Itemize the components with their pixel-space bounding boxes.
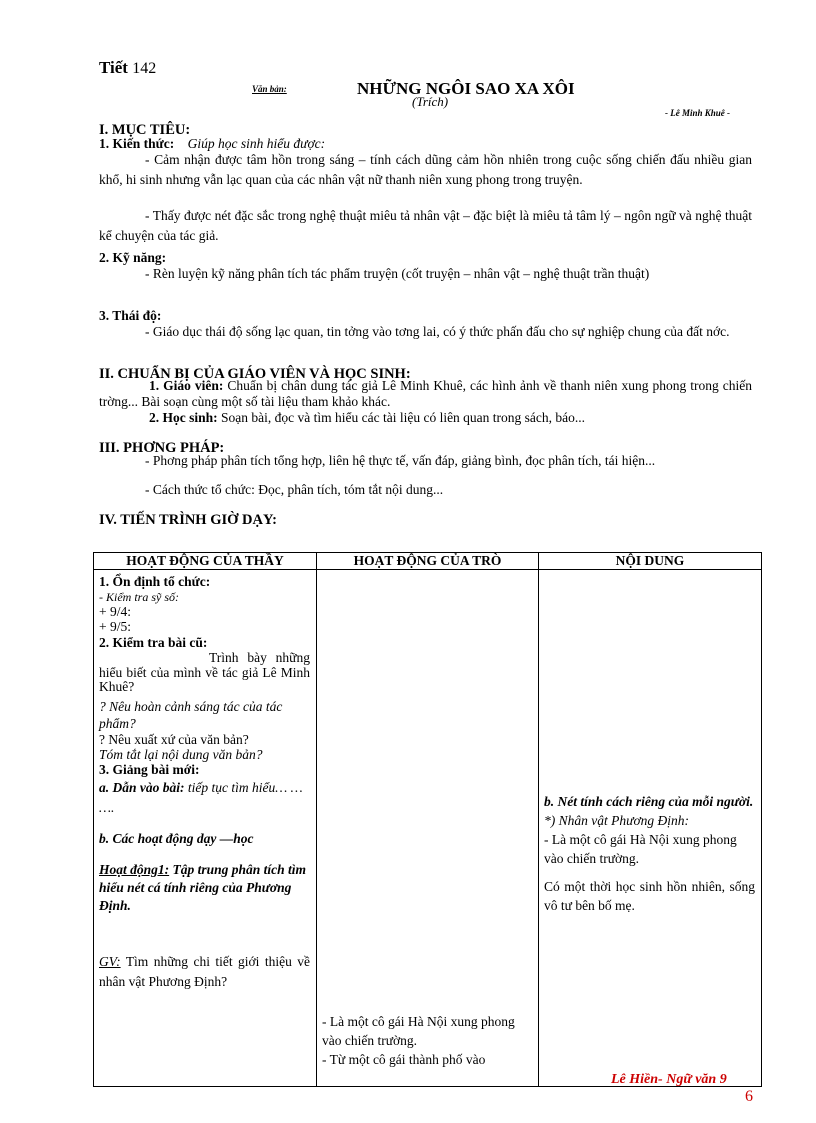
prep-teacher-paragraph xyxy=(99,378,752,410)
content-character: *) Nhân vật Phương Định: xyxy=(544,813,690,828)
header-content: NỘI DUNG xyxy=(539,553,762,570)
method-title: III. PHƠNG PHÁP: xyxy=(99,440,225,456)
review-question-3: ? Nêu xuất xứ của văn bản? xyxy=(99,731,249,747)
method-paragraph-2: - Cách thức tổ chức: Đọc, phân tích, tóm tắt nội dung... xyxy=(145,482,444,497)
lesson-label-text: Tiết xyxy=(99,58,128,77)
knowledge-label: 1. Kiến thức: xyxy=(99,136,175,151)
lesson-label xyxy=(99,58,156,78)
content-cell xyxy=(539,570,762,1087)
activity1-label: Hoạt động1: xyxy=(99,861,170,877)
student-answer-2: - Từ một cô gái thành phố vào xyxy=(322,1052,486,1067)
prep-teacher-text: Chuẩn bị chân dung tác giả Lê Minh Khuê, các hình ảnh về thanh niên xung phong trong chiến trờng... Bài soạn cùng một số tài liệu tham khảo khác. xyxy=(99,378,753,409)
content-point-2: Có một thời học sinh hồn nhiên, sống vô tư bên bố mẹ. xyxy=(544,879,755,913)
prep-student-line xyxy=(149,410,585,426)
activity1-block xyxy=(99,861,310,915)
roll-check: - Kiểm tra sỹ số: xyxy=(99,590,179,604)
process-title: IV. TIẾN TRÌNH GIỜ DẠY: xyxy=(99,512,277,528)
knowledge-intro: Giúp học sinh hiểu được: xyxy=(187,136,326,151)
review-question-2: ? Nêu hoàn cảnh sáng tác của tác phẩm? xyxy=(99,698,283,731)
genre-label: Văn bản: xyxy=(252,84,287,94)
activity1-text: Tập trung phân tích tìm hiểu nét cá tính riêng của Phương Định. xyxy=(99,861,307,913)
student-answer-1: - Là một cô gái Hà Nội xung phong vào chiến trường. xyxy=(322,1014,515,1048)
attitude-paragraph: - Giáo dục thái độ sống lạc quan, tin tởng vào tơng lai, có ý thức phấn đấu cho sự nghiệp chung của đất nớc. xyxy=(145,324,730,339)
review-label: 2. Kiểm tra bài cũ: xyxy=(99,635,208,650)
header-student-activity: HOẠT ĐỘNG CỦA TRÒ xyxy=(317,553,539,570)
header-teacher-activity: HOẠT ĐỘNG CỦA THẦY xyxy=(94,553,317,570)
new-lesson-label: 3. Giảng bài mới: xyxy=(99,761,200,777)
class-b: + 9/5: xyxy=(99,619,131,634)
lesson-table xyxy=(93,552,762,1087)
intro-label: a. Dẫn vào bài: xyxy=(99,779,185,795)
gv-text: Tìm những chi tiết giới thiệu về nhân vật Phương Định? xyxy=(99,953,310,989)
method-paragraph-1: - Phơng pháp phân tích tổng hợp, liên hệ thực tế, vấn đáp, giảng bình, đọc phân tích, tái hiện... xyxy=(145,453,656,468)
gv-block xyxy=(99,952,310,992)
table-header-row xyxy=(94,553,762,570)
lesson-number: 142 xyxy=(132,60,157,77)
preparation-title: II. CHUẨN BỊ CỦA GIÁO VIÊN VÀ HỌC SINH: xyxy=(99,366,411,382)
teacher-activity-cell xyxy=(94,570,317,1087)
knowledge-paragraph-2: - Thấy được nét đặc sắc trong nghệ thuật miêu tả nhân vật – đặc biệt là miêu tả tâm lý – ngôn ngữ và nghệ thuật kể chuyện của tác giả. xyxy=(99,208,752,243)
intro-text: tiếp tục tìm hiểu… … …. xyxy=(99,779,303,815)
attitude-label: 3. Thái độ: xyxy=(99,308,162,323)
footer-author-course: Lê Hiền- Ngữ văn 9 xyxy=(611,1072,727,1087)
student-activity-cell xyxy=(317,570,539,1087)
knowledge-paragraph-1: - Cảm nhận được tâm hồn trong sáng – tính cách dũng cảm hồn nhiên trong cuộc sống chiến đấu nhiều gian khổ, hi sinh nhưng vẫn lạc quan của các nhân vật nữ thanh niên xung phong trong truyện. xyxy=(99,152,752,187)
skills-label: 2. Kỹ năng: xyxy=(99,250,167,265)
review-question-4: Tóm tắt lại nội dung văn bản? xyxy=(99,746,263,762)
skills-paragraph: - Rèn luyện kỹ năng phân tích tác phẩm truyện (cốt truyện – nhân vật – nghệ thuật trần thuật) xyxy=(145,266,650,281)
org-label: 1. Ổn định tổ chức: xyxy=(99,574,211,589)
gv-label: GV: xyxy=(99,953,121,969)
content-point-1: - Là một cô gái Hà Nội xung phong vào chiến trường. xyxy=(544,832,737,866)
document-subtitle: (Trích) xyxy=(412,94,449,109)
page-number: 6 xyxy=(745,1088,753,1105)
table-row xyxy=(94,570,762,1087)
class-a: + 9/4: xyxy=(99,604,131,619)
prep-student-label: 2. Học sinh: xyxy=(149,410,218,425)
activities-label: b. Các hoạt động dạy —học xyxy=(99,830,254,846)
author-line: - Lê Minh Khuê - xyxy=(665,108,731,118)
intro-line xyxy=(99,778,310,818)
objectives-title: I. MỤC TIÊU: xyxy=(99,122,191,138)
prep-teacher-label: 1. Giáo viên: xyxy=(149,378,224,393)
document-title: NHỮNG NGÔI SAO XA XÔI xyxy=(357,79,575,98)
prep-student-text: Soạn bài, đọc và tìm hiểu các tài liệu có liên quan trong sách, báo... xyxy=(221,410,586,425)
review-question-1: Trình bày những hiểu biết của mình về tác giả Lê Minh Khuê? xyxy=(99,650,310,694)
content-heading: b. Nét tính cách riêng của mỗi người. xyxy=(544,794,754,809)
